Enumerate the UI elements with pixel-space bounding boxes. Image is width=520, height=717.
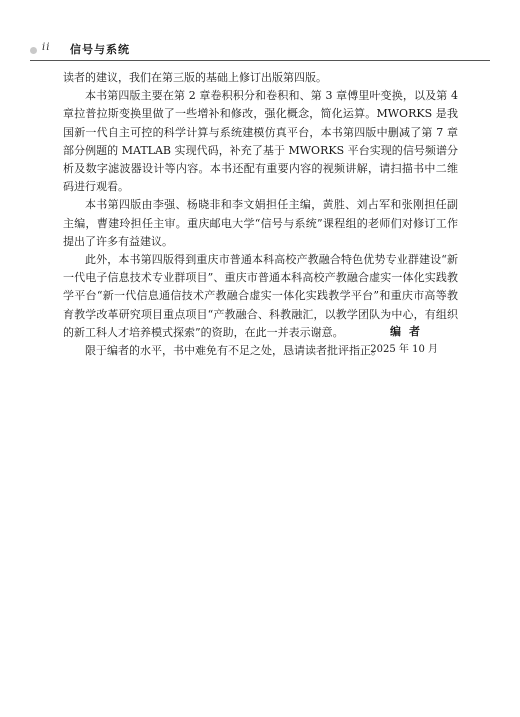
page-number: ii (42, 42, 51, 53)
page-header (30, 40, 490, 62)
preface-body (63, 69, 458, 360)
paragraph-continuation: 读者的建议，我们在第三版的基础上修订出版第四版。 (63, 71, 327, 84)
paragraph-revision-summary: 本书第四版主要在第 2 章卷积积分和卷积和、第 3 章傅里叶变换，以及第 4 章拉普拉斯变换里做了一些增补和修改，强化概念，简化运算。MWORKS 是我国新一代自主可控的科学计算与系统建模仿真平台，本书第四版中删减了第 7 章部分例题的 MATLAB 实现代码，补充了基于 MWORKS 平台实现的信号频谱分析及数字滤波器设计等内容。本书还配有重要内容的视频讲解，请扫描书中二维码进行观看。 (63, 89, 458, 194)
bullet-dot-icon (30, 47, 37, 54)
signature-block (63, 323, 438, 359)
running-title: 信号与系统 (70, 43, 130, 56)
paragraph-closing: 限于编者的水平，书中难免有不足之处，恳请读者批评指正。 (85, 344, 382, 358)
header-rule (30, 60, 490, 61)
signature-author: 编者 (390, 325, 428, 338)
paragraph-editors: 本书第四版由李强、杨晓非和李文娟担任主编，黄胜、刘占军和张刚担任副主编，曹建玲担任主审。重庆邮电大学“信号与系统”课程组的老师们对修订工作提出了许多有益建议。 (63, 198, 458, 248)
signature-date: 2025 年 10 月 (370, 344, 438, 355)
paragraph-acknowledgement: 此外，本书第四版得到重庆市普通本科高校产教融合特色优势专业群建设“新一代电子信息技术专业群项目”、重庆市普通本科高校产教融合虚实一体化实践教学平台“新一代信息通信技术产教融合虚实一体化实践教学平台”和重庆市高等教育教学改革研究项目重点项目“产教融合、科教融汇，以教学团队为中心，有组织的新工科人才培养模式探索”的资助，在此一并表示谢意。 (63, 253, 458, 339)
